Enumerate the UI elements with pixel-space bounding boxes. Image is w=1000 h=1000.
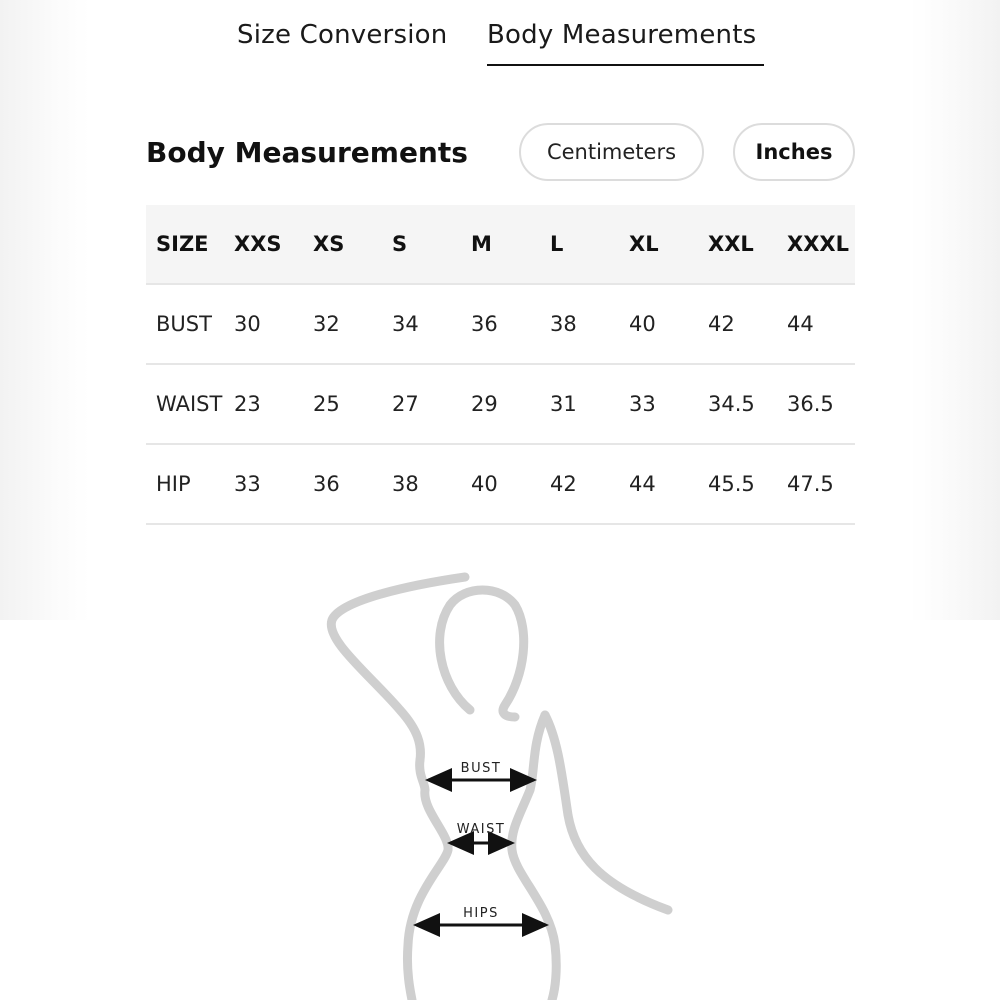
inches-button[interactable]: Inches bbox=[733, 123, 855, 181]
row-label: WAIST bbox=[156, 392, 223, 416]
header-cell-xxxl: XXXL bbox=[787, 232, 849, 256]
hips-label: HIPS bbox=[463, 906, 499, 921]
header-cell-xl: XL bbox=[629, 232, 659, 256]
table-cell: 36.5 bbox=[787, 392, 834, 416]
table-cell: 33 bbox=[234, 472, 261, 496]
body-measurement-figure bbox=[300, 565, 700, 1000]
header-cell-m: M bbox=[471, 232, 492, 256]
table-cell: 32 bbox=[313, 312, 340, 336]
table-cell: 33 bbox=[629, 392, 656, 416]
active-tab-underline bbox=[487, 64, 764, 66]
table-cell: 36 bbox=[471, 312, 498, 336]
right-shade bbox=[910, 0, 1000, 620]
header-cell-size: SIZE bbox=[156, 232, 209, 256]
header-cell-xxl: XXL bbox=[708, 232, 754, 256]
table-cell: 36 bbox=[313, 472, 340, 496]
header-cell-l: L bbox=[550, 232, 564, 256]
table-cell: 34 bbox=[392, 312, 419, 336]
bust-label: BUST bbox=[460, 761, 502, 776]
table-cell: 42 bbox=[708, 312, 735, 336]
table-cell: 38 bbox=[392, 472, 419, 496]
table-cell: 27 bbox=[392, 392, 419, 416]
table-header-row bbox=[146, 205, 855, 285]
head-outline bbox=[440, 590, 524, 717]
table-cell: 40 bbox=[471, 472, 498, 496]
table-cell: 25 bbox=[313, 392, 340, 416]
table-cell: 31 bbox=[550, 392, 577, 416]
table-row-waist bbox=[146, 365, 855, 445]
measurements-table bbox=[146, 205, 855, 525]
tab-body-measurements[interactable]: Body Measurements bbox=[487, 20, 757, 50]
table-cell: 40 bbox=[629, 312, 656, 336]
row-label: HIP bbox=[156, 472, 191, 496]
table-cell: 23 bbox=[234, 392, 261, 416]
body-silhouette-icon bbox=[300, 565, 700, 1000]
header-cell-xxs: XXS bbox=[234, 232, 282, 256]
tab-bar bbox=[0, 20, 1000, 70]
table-cell: 45.5 bbox=[708, 472, 755, 496]
left-shade bbox=[0, 0, 90, 620]
table-cell: 30 bbox=[234, 312, 261, 336]
table-row-hip bbox=[146, 445, 855, 525]
tab-size-conversion[interactable]: Size Conversion bbox=[237, 20, 448, 50]
hanging-arm-outline bbox=[545, 715, 668, 910]
table-cell: 42 bbox=[550, 472, 577, 496]
header-cell-xs: XS bbox=[313, 232, 345, 256]
header-cell-s: S bbox=[392, 232, 408, 256]
row-label: BUST bbox=[156, 312, 212, 336]
centimeters-button[interactable]: Centimeters bbox=[519, 123, 704, 181]
waist-label: WAIST bbox=[456, 822, 506, 837]
table-cell: 34.5 bbox=[708, 392, 755, 416]
right-body-outline bbox=[512, 715, 557, 1000]
left-body-outline bbox=[407, 760, 448, 1000]
table-cell: 38 bbox=[550, 312, 577, 336]
table-cell: 29 bbox=[471, 392, 498, 416]
section-title: Body Measurements bbox=[146, 136, 468, 169]
table-cell: 47.5 bbox=[787, 472, 834, 496]
table-cell: 44 bbox=[787, 312, 814, 336]
table-cell: 44 bbox=[629, 472, 656, 496]
table-row-bust bbox=[146, 285, 855, 365]
